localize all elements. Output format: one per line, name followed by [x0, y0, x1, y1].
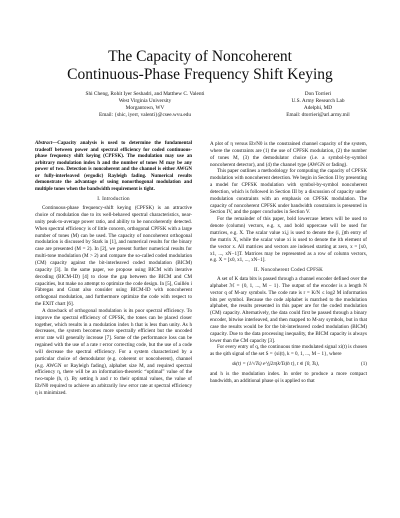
paragraph: A drawback of orthogonal modulation is its poor spectral efficiency. To improve the spectral efficiency of CPFSK, the tones can be placed closer together, which results in a modulation index h that is less than unity. As h decreases, the system becomes more spectrally efficient but the uncoded error rate will generally increase [7]. Some of the performance loss can be regained with the use of a rate r error correcting code, but the use of a code will decrease the spectral efficiency. For a system characterized by a particular choice of demodulator (e.g. coherent or noncoherent), channel (e.g. AWGN or Rayleigh fading), alphabet size M, and required spectral efficiency η, there will be an information-theoretic “optimal” value of the two-tuple (h, r). By setting h and r to their optimal values, the value of Eb/N0 required to achieve an arbitrarily low error rate at spectral efficiency η is minimized.: [35, 307, 192, 396]
author-names: Shi Cheng, Rohit Iyer Seshadri, and Matthew C. Valenti: [85, 91, 205, 97]
paragraph: For the remainder of this paper, bold lowercase letters will be used to denote (column) vectors, e.g. x, and bold uppercase will be used for matrices, e.g. X. The scalar value xi,j is used to denote the (i, j)th entry of the matrix X, while the scalar value xi is used to denote the ith element of the vector x. All matrices and vectors are indexed starting at zero, x = [x0, x1, ..., xN−1]T. Matrices may be represented as a row of column vectors, e.g. X = [x0, x1, ..., xN−1].: [210, 216, 367, 264]
section-heading: II. Noncoherent Coded CPFSK: [253, 267, 324, 274]
paragraph: Continuous-phase frequency-shift keying (CPFSK) is an attractive choice of modulation due to its well-behaved spectral characteristics, near-unity peak-to-average power ratio, and ability to be noncoherently detected. When spectral efficiency is of little concern, orthogonal CPFSK with a large number of tones (M) can be used. The capacity of noncoherent orthogonal modulation is discussed by Stark in [1], and numerical results for the binary case are presented (M = 2). In [2], we present further numerical results for multi-tone modulation (M > 2) and compare the so-called coded modulation (CM) capacity against the bit-interleaved coded modulation (BICM) capacity [3]. In the same paper, we propose using BICM with iterative decoding (BICM-ID) [4] to close the gap between the BICM and CM capacities, but make no attempt to optimize the code design. In [5], Guillén i Fàbregas and Grant also consider using BICM-ID with noncoherent orthogonal modulation, and furthermore optimize the code with respect to the EXIT chart [6].: [35, 205, 192, 308]
author-location: Adelphi, MD: [303, 104, 333, 111]
title-line: Continuous-Phase Frequency Shift Keying: [67, 66, 333, 83]
section-heading: I. Introduction: [97, 196, 130, 203]
paragraph: A set of K data bits is passed through a channel encoder defined over the alphabet ℳ = {0, 1, ..., M − 1}. The output of the encoder is a length N vector q of M-ary symbols. The code rate is r = K/N ≤ log2 M information bits per symbol. Because the code alphabet is matched to the modulation alphabet, the results presented in this paper are for the coded modulation (CM) capacity. Alternatively, the data could first be passed through a binary encoder, bitwise interleaved, and then mapped to M-ary symbols, but in that case the results would be for the bit-interleaved coded modulation (BICM) capacity. Due to the data processing inequality, the BICM capacity is always lower than the CM capacity [3].: [210, 276, 367, 344]
author-block-left: [70, 91, 220, 119]
author-affiliation: West Virginia University: [118, 97, 172, 104]
title-line: The Capacity of Noncoherent: [108, 48, 292, 65]
paragraph: A plot of η versus Eb/N0 is the constrained channel capacity of the system, where the constraints are (1) the use of CPFSK modulation, (2) the number of tones M, (3) the demodulator choice (i.e. a symbol-by-symbol noncoherent detector), and (4) the channel type (AWGN or fading).: [210, 141, 367, 168]
author-names: Don Torrieri: [304, 91, 332, 97]
paragraph: This paper outlines a methodology for computing the capacity of CPFSK modulation with noncoherent detection. We begin in Section II by presenting a model for CPFSK modulation with symbol-by-symbol noncoherent detection, which is followed in Section III by a discussion of capacity under modulation constraints with an emphasis on CPFSK modulation. The capacity of noncoherent CPFSK under bandwidth constraints is presented in Section IV, and the paper concludes in Section V.: [210, 168, 367, 216]
author-affiliation: U.S. Army Research Lab: [291, 97, 345, 104]
paragraph: For every entry of q, the continuous time modulated signal xi(t) is chosen as the qith signal of the set S = {si(t), k = 0, 1, ..., M − 1}, where: [210, 344, 367, 358]
right-column: [210, 141, 367, 385]
paper-title: [0, 48, 400, 84]
left-column: [35, 141, 192, 397]
paragraph: and h is the modulation index. In order to produce a more compact bandwidth, an additional phase φi is applied so that: [210, 371, 367, 384]
equation-number: (1): [361, 361, 367, 368]
author-email: Email: {shic, iyerr, valenti}@csee.wvu.edu: [99, 111, 191, 118]
author-block-right: [262, 91, 374, 119]
abstract-text: —Capacity analysis is used to determine the fundamental tradeoff between power and spectral efficiency for coded continuous-phase frequency shift keying (CPFSK). The modulation may use an arbitrary modulation index h and the number of tones M may be any power of two. Detection is noncoherent and the channel is either AWGN or fully-interleaved (ergodic) Rayleigh fading. Numerical results demonstrate the advantage of using nonorthogonal modulation and multiple tones when the bandwidth requirement is tight.: [35, 141, 192, 192]
abstract: [35, 141, 192, 193]
equation-body: sk(t) = (1/√Ts) e^{j2π(k/Ts)h t}, t ∈ [0, Ts),: [232, 361, 320, 368]
abstract-label: Abstract: [35, 141, 53, 146]
equation-1: [210, 361, 367, 368]
author-location: Morgantown, WV: [125, 104, 165, 111]
author-email: Email: dtorrieri@arl.army.mil: [286, 111, 350, 118]
